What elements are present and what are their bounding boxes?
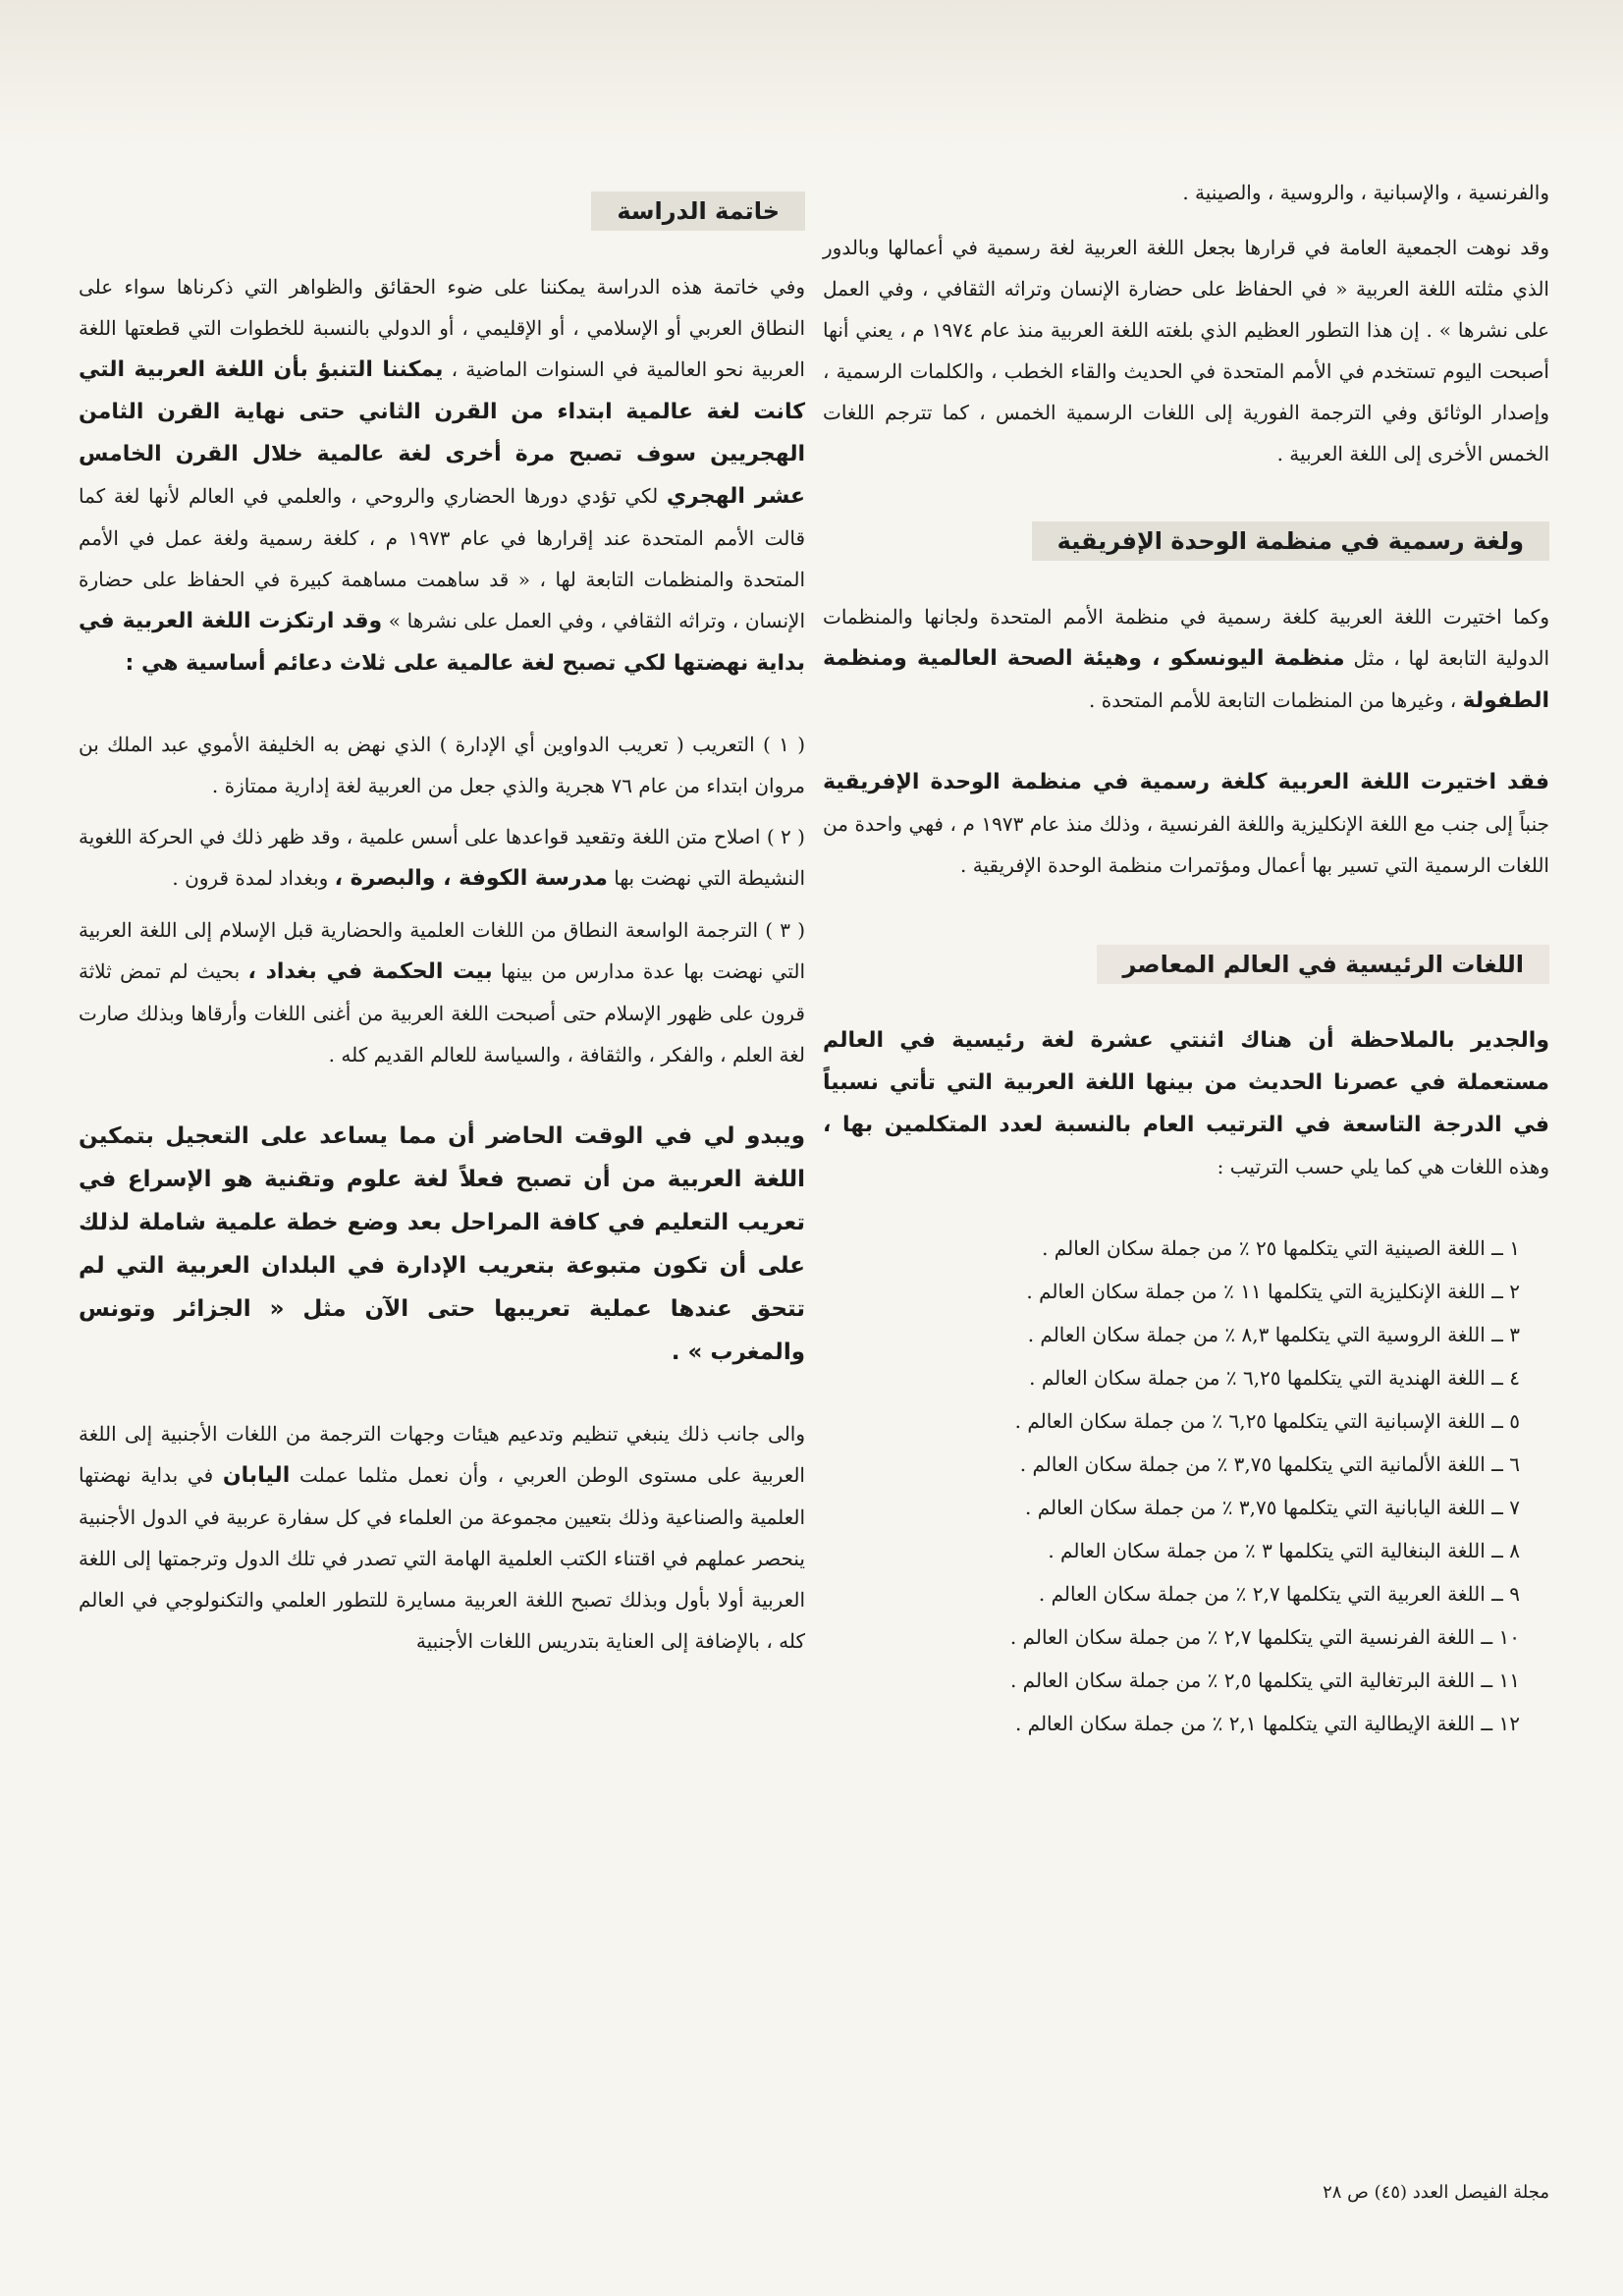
bold-text-span: بيت الحكمة في بغداد ، [247,959,493,984]
text-span: والى جانب ذلك ينبغي تنظيم وتدعيم هيئات وجهات الترجمة من اللغات الأجنبية إلى اللغة العربية على مستوى الوطن العربي ، وأن نعمل مثلما عملت [79,1422,805,1487]
page-top-band [0,0,1623,147]
paragraph [823,596,1549,722]
bold-text-span: والجدير بالملاحظة أن هناك اثنتي عشرة لغة رئيسية في العالم مستعملة في عصرنا الحديث من بينها اللغة العربية التي تأتي نسبياً في الدرجة التاسعة في الترتيب العام بالنسبة لعدد المتكلمين بها ، [823,1028,1549,1137]
section-heading: ولغة رسمية في منظمة الوحدة الإفريقية [1032,521,1549,561]
text-span: وكما اختيرت اللغة العربية كلغة رسمية في منظمة الأمم المتحدة ولجانها والمنظمات الدولية التابعة لها ، مثل [823,605,1550,670]
list-item: ٩ ــ اللغة العربية التي يتكلمها ٢,٧ ٪ من جملة سكان العالم . [1038,1582,1520,1606]
text-span: جنباً إلى جنب مع اللغة الإنكليزية واللغة الفرنسية ، وذلك منذ عام ١٩٧٣ م ، فهي واحدة من اللغات الرسمية التي تسير بها أعمال ومؤتمرات منظمة الوحدة الإفريقية . [823,812,1549,877]
page-footer: مجلة الفيصل العدد (٤٥) ص ٢٨ [1323,2182,1549,2203]
enumerated-item: ( ١ ) التعريب ( تعريب الدواوين أي الإدارة ) الذي نهض به الخليفة الأموي عبد الملك بن مروان ابتداء من عام ٧٦ هجرية والذي جعل من العربية لغة إدارية ممتازة . [79,733,805,797]
paragraph [823,1019,1549,1187]
list-item: ١٠ ــ اللغة الفرنسية التي يتكلمها ٢,٧ ٪ من جملة سكان العالم . [1009,1625,1520,1649]
languages-list [823,1227,1549,1745]
text-span: بحيث لم تمض ثلاثة قرون على ظهور الإسلام حتى أصبحت اللغة العربية من أغنى اللغات وأرقاها وبذلك صارت لغة العلم ، والفكر ، والثقافة ، والسياسة للعالم القديم كله . [79,959,805,1066]
section-heading-wrap [823,945,1549,984]
paragraph: وقد نوهت الجمعية العامة في قرارها بجعل اللغة العربية لغة رسمية في أعمالها وبالدور الذي مثلته اللغة العربية « في الحفاظ على حضارة الإنسان وتراثه الثقافي ، وفي العمل على نشرها » . إن هذا التطور العظيم الذي بلغته اللغة العربية منذ عام ١٩٧٤ م ، يعني أنها أصبحت اليوم تستخدم في الأمم المتحدة في الحديث والقاء الخطب ، والكلمات الرسمية ، وإصدار الوثائق وفي الترجمة الفورية إلى اللغات الرسمية الخمس ، كما تترجم اللغات الخمس الأخرى إلى اللغة العربية . [823,236,1550,465]
bold-text-span: فقد اختيرت اللغة العربية كلغة رسمية في منظمة الوحدة الإفريقية [823,770,1549,794]
text-span: ، وغيرها من المنظمات التابعة للأمم المتحدة . [1089,688,1463,712]
text-span: لكي تؤدي دورها الحضاري والروحي ، والعلمي في العالم لأنها لغة كما قالت الأمم المتحدة عند إقرارها في عام ١٩٧٣ م ، كلغة رسمية ولغة عمل في الأمم المتحدة والمنظمات التابعة لها ، « قد ساهمت مساهمة كبيرة في الحفاظ على حضارة الإنسان ، وتراثه الثقافي ، وفي العمل على نشرها » [79,484,806,632]
list-item: ٧ ــ اللغة اليابانية التي يتكلمها ٣,٧٥ ٪ من جملة سكان العالم . [1025,1496,1520,1519]
paragraph [79,1413,805,1662]
right-column [823,172,1549,1745]
paragraph: ويبدو لي في الوقت الحاضر أن مما يساعد على التعجيل بتمكين اللغة العربية من أن تصبح فعلاً لغة علوم وتقنية هو الإسراع في تعريب التعليم في كافة المراحل بعد وضع خطة علمية شاملة لذلك على أن تكون متبوعة بتعريب الإدارة في البلدان العربية التي لم تتحق عندها عملية تعريبها حتى الآن مثل « الجزائر وتونس والمغرب » . [79,1123,805,1365]
list-item: ٤ ــ اللغة الهندية التي يتكلمها ٦,٢٥ ٪ من جملة سكان العالم . [1029,1366,1520,1390]
section-heading: اللغات الرئيسية في العالم المعاصر [1097,945,1549,984]
list-item: ١١ ــ اللغة البرتغالية التي يتكلمها ٢,٥ ٪ من جملة سكان العالم . [1009,1668,1520,1692]
enumerated-item [79,909,805,1075]
bold-text-span: منظمة اليونسكو ، وهيئة الصحة العالمية ومنظمة الطفولة [823,646,1549,713]
list-item: ٥ ــ اللغة الإسبانية التي يتكلمها ٦,٢٥ ٪ من جملة سكان العالم . [1014,1409,1520,1433]
bold-text-span: وقد ارتكزت اللغة العربية في بداية نهضتها لكي تصبح لغة عالمية على ثلاث دعائم أساسية هي : [79,609,805,676]
section-heading: خاتمة الدراسة [591,191,805,231]
paragraph [823,761,1549,886]
paragraph: والفرنسية ، والإسبانية ، والروسية ، والصينية . [1182,181,1549,204]
bold-text-span: يمكننا التنبؤ بأن اللغة العربية التي كانت لغة عالمية ابتداء من القرن الثاني حتى نهاية القرن الثامن الهجريين سوف تصبح مرة أخرى لغة عالمية خلال القرن الخامس عشر الهجري [79,357,805,509]
list-item: ٣ ــ اللغة الروسية التي يتكلمها ٨,٣ ٪ من جملة سكان العالم . [1027,1323,1520,1346]
text-span: ( ٣ ) الترجمة الواسعة النطاق من اللغات العلمية والحضارية قبل الإسلام إلى اللغة العربية التي نهضت بها عدة مدارس من بينها [79,918,806,983]
left-column [79,172,805,1675]
list-item: ٨ ــ اللغة البنغالية التي يتكلمها ٣ ٪ من جملة سكان العالم . [1048,1539,1520,1562]
bold-text-span: اليابان [222,1463,291,1488]
list-item: ٦ ــ اللغة الألمانية التي يتكلمها ٣,٧٥ ٪ من جملة سكان العالم . [1019,1452,1520,1476]
section-heading-wrap [79,191,805,231]
section-heading-wrap [823,521,1549,561]
paragraph [79,266,805,684]
text-span: ( ٢ ) اصلاح متن اللغة وتقعيد قواعدها على أسس علمية ، وقد ظهر ذلك في الحركة اللغوية النشيطة التي نهضت بها [79,825,805,890]
text-span: وبغداد لمدة قرون . [172,866,335,890]
text-span: وفي خاتمة هذه الدراسة يمكننا على ضوء الحقائق والظواهر التي ذكرناها سواء على النطاق العربي أو الإسلامي ، أو الإقليمي ، أو الدولي بالنسبة للخطوات التي قطعتها اللغة العربية نحو العالمية في السنوات الماضية ، [79,275,805,381]
enumerated-item [79,816,805,900]
list-item: ٢ ــ اللغة الإنكليزية التي يتكلمها ١١ ٪ من جملة سكان العالم . [1026,1280,1520,1303]
list-item: ١٢ ــ اللغة الإيطالية التي يتكلمها ٢,١ ٪ من جملة سكان العالم . [1014,1712,1520,1735]
text-span: في بداية نهضتها العلمية والصناعية وذلك بتعيين مجموعة من العلماء في كل سفارة عربية في الدول الأجنبية ينحصر عملهم في اقتناء الكتب العلمية الهامة التي تصدر في تلك الدول وترجمتها إلى اللغة العربية أولا بأول وبذلك تصبح اللغة العربية مسايرة للتطور العلمي والتكنولوجي في العالم كله ، بالإضافة إلى العناية بتدريس اللغات الأجنبية [79,1463,805,1653]
text-span: وهذه اللغات هي كما يلي حسب الترتيب : [1217,1155,1549,1178]
bold-text-span: مدرسة الكوفة ، والبصرة ، [334,866,608,891]
list-item: ١ ــ اللغة الصينية التي يتكلمها ٢٥ ٪ من جملة سكان العالم . [1042,1236,1520,1260]
